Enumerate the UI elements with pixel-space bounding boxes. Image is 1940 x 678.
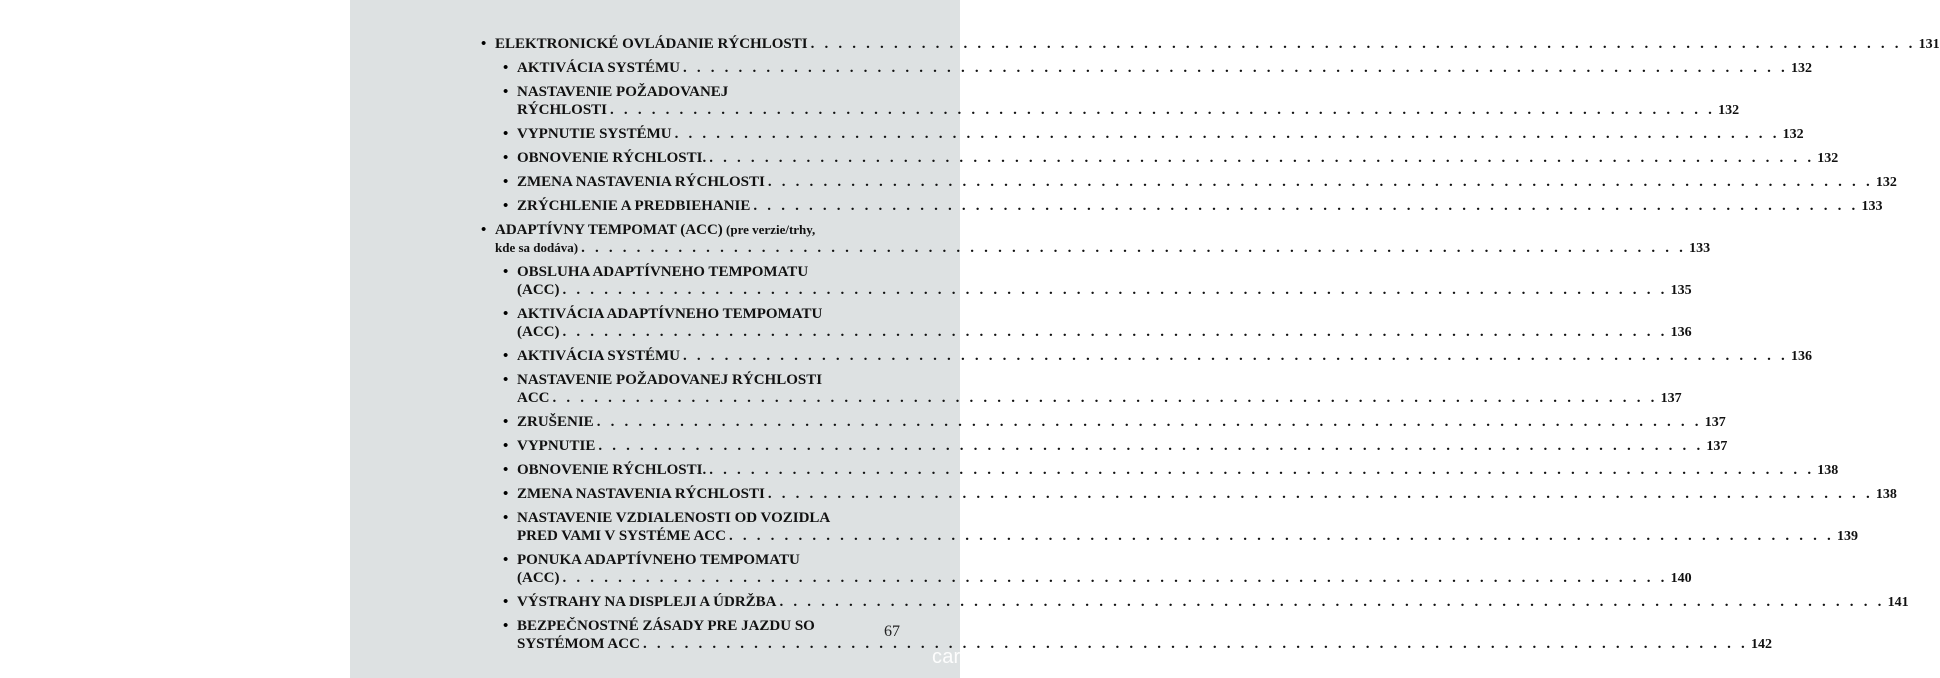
dot-leader: . . . . . . . . . . . . . . . . . . . . . . . . . . . . . . . . . . . . . . . . . . . . . . . . . . . . . . . . . . . . . . . . . . . . . . . . . . . . . . . . — [779, 594, 1885, 610]
watermark: carmanualsonline.info — [932, 646, 1131, 668]
toc-entry-title: VYPNUTIE — [517, 438, 596, 454]
bullet-icon: • — [503, 348, 509, 364]
toc-entry-title: AKTIVÁCIA SYSTÉMU — [517, 60, 680, 76]
toc-page-number: 142 — [1751, 637, 1772, 652]
toc-line — [517, 101, 1740, 120]
dot-leader: . . . . . . . . . . . . . . . . . . . . . . . . . . . . . . . . . . . . . . . . . . . . . . . . . . . . . . . . . . . . . . . . . . . . . . . . . . . . . . . . — [767, 174, 1873, 190]
toc-line — [517, 83, 898, 101]
toc-page-number: 135 — [1670, 283, 1692, 298]
dot-leader: . . . . . . . . . . . . . . . . . . . . . . . . . . . . . . . . . . . . . . . . . . . . . . . . . . . . . . . . . . . . . . . . . . . . . . . . . . . . . . . . — [709, 150, 1815, 166]
toc-page-number: 136 — [1670, 325, 1692, 340]
toc-page-number: 132 — [1718, 103, 1740, 118]
bullet-icon: • — [503, 150, 509, 166]
dot-leader: . . . . . . . . . . . . . . . . . . . . . . . . . . . . . . . . . . . . . . . . . . . . . . . . . . . . . . . . . . . . . . . . . . . . . . . . . . . . . . . . — [753, 198, 1859, 214]
bullet-icon: • — [503, 510, 509, 526]
toc-entry-title: SYSTÉMOM ACC — [517, 636, 640, 652]
toc-entry-title: (ACC) — [517, 324, 560, 340]
blank-left-panel — [0, 0, 350, 678]
toc-page-number: 133 — [1861, 199, 1883, 214]
toc-page-number: 140 — [1670, 571, 1692, 586]
bullet-icon: • — [503, 618, 509, 634]
toc-entry-title: AKTIVÁCIA SYSTÉMU — [517, 348, 680, 364]
toc-entry[interactable] — [480, 59, 1813, 78]
toc-entry-title: ELEKTRONICKÉ OVLÁDANIE RÝCHLOSTI — [495, 36, 808, 52]
toc-entry-title: OBNOVENIE RÝCHLOSTI. — [517, 462, 707, 478]
toc-line — [517, 281, 1692, 300]
dot-leader: . . . . . . . . . . . . . . . . . . . . . . . . . . . . . . . . . . . . . . . . . . . . . . . . . . . . . . . . . . . . . . . . . . . . . . . . . . . . . . . . — [642, 636, 1748, 652]
dot-leader: . . . . . . . . . . . . . . . . . . . . . . . . . . . . . . . . . . . . . . . . . . . . . . . . . . . . . . . . . . . . . . . . . . . . . . . . . . . . . . . . — [596, 414, 1702, 430]
toc-line — [517, 389, 1682, 408]
toc-line — [517, 509, 898, 527]
toc-entry-note: (pre verzie/trhy, — [722, 222, 816, 237]
dot-leader: . . . . . . . . . . . . . . . . . . . . . . . . . . . . . . . . . . . . . . . . . . . . . . . . . . . . . . . . . . . . . . . . . . . . . . . . . . . . . . . . — [674, 126, 1780, 142]
toc-line — [517, 323, 1692, 342]
toc-page-number: 138 — [1875, 487, 1897, 502]
toc-entry-title: VÝSTRAHY NA DISPLEJI A ÚDRŽBA — [517, 594, 777, 610]
bullet-icon: • — [481, 36, 487, 52]
bullet-icon: • — [503, 462, 509, 478]
toc-page-number: 132 — [1791, 61, 1813, 76]
toc-entry-title: ACC — [517, 390, 550, 406]
dot-leader: . . . . . . . . . . . . . . . . . . . . . . . . . . . . . . . . . . . . . . . . . . . . . . . . . . . . . . . . . . . . . . . . . . . . . . . . . . . . . . . . — [682, 348, 1789, 364]
dot-leader: . . . . . . . . . . . . . . . . . . . . . . . . . . . . . . . . . . . . . . . . . . . . . . . . . . . . . . . . . . . . . . . . . . . . . . . . . . . . . . . . — [562, 570, 1668, 586]
dot-leader: . . . . . . . . . . . . . . . . . . . . . . . . . . . . . . . . . . . . . . . . . . . . . . . . . . . . . . . . . . . . . . . . . . . . . . . . . . . . . . . . — [767, 486, 1873, 502]
bullet-icon: • — [481, 222, 487, 238]
toc-line — [495, 35, 1940, 54]
manual-page — [350, 0, 1940, 678]
dot-leader: . . . . . . . . . . . . . . . . . . . . . . . . . . . . . . . . . . . . . . . . . . . . . . . . . . . . . . . . . . . . . . . . . . . . . . . . . . . . . . . . — [581, 240, 1687, 256]
toc-entry[interactable] — [480, 617, 1772, 654]
dot-leader: . . . . . . . . . . . . . . . . . . . . . . . . . . . . . . . . . . . . . . . . . . . . . . . . . . . . . . . . . . . . . . . . . . . . . . . . . . . . . . . . — [598, 438, 1704, 454]
toc-entry-title: OBNOVENIE RÝCHLOSTI. — [517, 150, 707, 166]
bullet-icon: • — [503, 414, 509, 430]
toc-line — [517, 617, 898, 635]
toc-entry-title: ADAPTÍVNY TEMPOMAT (ACC) (pre verzie/trhy, — [495, 222, 816, 238]
toc-page-number: 139 — [1837, 529, 1859, 544]
toc-entry-title: BEZPEČNOSTNÉ ZÁSADY PRE JAZDU SO — [517, 618, 815, 634]
toc-entry-title: RÝCHLOSTI — [517, 102, 608, 118]
toc-line — [517, 59, 1813, 78]
toc-line — [517, 197, 1883, 216]
toc-line — [517, 461, 1839, 480]
toc-entry[interactable] — [480, 593, 1909, 612]
toc-page-number: 137 — [1706, 439, 1728, 454]
toc-entry-title: NASTAVENIE POŽADOVANEJ RÝCHLOSTI — [517, 372, 823, 388]
bullet-icon: • — [503, 438, 509, 454]
dot-leader: . . . . . . . . . . . . . . . . . . . . . . . . . . . . . . . . . . . . . . . . . . . . . . . . . . . . . . . . . . . . . . . . . . . . . . . . . . . . . . . . — [610, 102, 1716, 118]
dot-leader: . . . . . . . . . . . . . . . . . . . . . . . . . . . . . . . . . . . . . . . . . . . . . . . . . . . . . . . . . . . . . . . . . . . . . . . . . . . . . . . . — [709, 462, 1815, 478]
toc-entry[interactable] — [480, 221, 1711, 258]
bullet-icon: • — [503, 486, 509, 502]
toc-entry[interactable] — [480, 125, 1804, 144]
toc-entry[interactable] — [480, 509, 1859, 546]
toc-entry-title: kde sa dodáva) — [495, 240, 579, 255]
toc-entry[interactable] — [480, 263, 1692, 300]
bullet-icon: • — [503, 306, 509, 322]
toc-line — [517, 485, 1897, 504]
toc-entry-title: ZRUŠENIE — [517, 414, 594, 430]
toc-entry-title: ZRÝCHLENIE A PREDBIEHANIE — [517, 198, 751, 214]
toc-line — [495, 221, 898, 239]
bullet-icon: • — [503, 594, 509, 610]
bullet-icon: • — [503, 372, 509, 388]
toc-line — [517, 371, 898, 389]
toc-line — [517, 347, 1813, 366]
bullet-icon: • — [503, 552, 509, 568]
toc-page-number: 141 — [1887, 595, 1909, 610]
toc-entry[interactable] — [480, 83, 1740, 120]
toc-line — [517, 149, 1839, 168]
toc-entry[interactable] — [480, 197, 1883, 216]
toc-line — [517, 527, 1859, 546]
toc-entry[interactable] — [480, 485, 1897, 504]
toc-entry-title: PRED VAMI V SYSTÉME ACC — [517, 528, 726, 544]
toc-entry[interactable] — [480, 437, 1728, 456]
dot-leader: . . . . . . . . . . . . . . . . . . . . . . . . . . . . . . . . . . . . . . . . . . . . . . . . . . . . . . . . . . . . . . . . . . . . . . . . . . . . . . . . — [810, 36, 1916, 52]
toc-line — [517, 593, 1909, 612]
toc-page-number: 137 — [1660, 391, 1682, 406]
toc-entry-title: AKTIVÁCIA ADAPTÍVNEHO TEMPOMATU — [517, 306, 823, 322]
toc-page-number: 132 — [1782, 127, 1804, 142]
toc-entry-title: (ACC) — [517, 570, 560, 586]
toc-page-number: 136 — [1791, 349, 1813, 364]
toc-entry[interactable] — [480, 371, 1682, 408]
page-number: 67 — [884, 623, 900, 640]
toc-entry[interactable] — [480, 461, 1839, 480]
dot-leader: . . . . . . . . . . . . . . . . . . . . . . . . . . . . . . . . . . . . . . . . . . . . . . . . . . . . . . . . . . . . . . . . . . . . . . . . . . . . . . . . — [562, 324, 1668, 340]
toc-entry-title: NASTAVENIE POŽADOVANEJ — [517, 84, 729, 100]
dot-leader: . . . . . . . . . . . . . . . . . . . . . . . . . . . . . . . . . . . . . . . . . . . . . . . . . . . . . . . . . . . . . . . . . . . . . . . . . . . . . . . . — [562, 282, 1668, 298]
bullet-icon: • — [503, 174, 509, 190]
bullet-icon: • — [503, 198, 509, 214]
toc-line — [517, 263, 898, 281]
bullet-icon: • — [503, 126, 509, 142]
toc-entry-title: ZMENA NASTAVENIA RÝCHLOSTI — [517, 486, 765, 502]
toc-entry-title: (ACC) — [517, 282, 560, 298]
toc-page-number: 138 — [1817, 463, 1839, 478]
toc-entry-title: VYPNUTIE SYSTÉMU — [517, 126, 672, 142]
dot-leader: . . . . . . . . . . . . . . . . . . . . . . . . . . . . . . . . . . . . . . . . . . . . . . . . . . . . . . . . . . . . . . . . . . . . . . . . . . . . . . . . — [552, 390, 1658, 406]
toc-page-number: 132 — [1875, 175, 1897, 190]
toc-entry[interactable] — [480, 413, 1726, 432]
toc-entry[interactable] — [480, 551, 1692, 588]
toc-entry[interactable] — [480, 149, 1839, 168]
toc-entry-title: PONUKA ADAPTÍVNEHO TEMPOMATU — [517, 552, 800, 568]
toc-page-number: 133 — [1689, 241, 1711, 256]
toc-page-number: 137 — [1704, 415, 1726, 430]
toc-entry[interactable] — [480, 347, 1813, 366]
toc-line — [517, 173, 1897, 192]
toc-line — [517, 551, 898, 569]
bullet-icon: • — [503, 60, 509, 76]
bullet-icon: • — [503, 84, 509, 100]
toc-line — [517, 569, 1692, 588]
toc-entry[interactable] — [480, 305, 1692, 342]
toc-line — [517, 437, 1728, 456]
toc-page-number: 132 — [1817, 151, 1839, 166]
toc-page-number: 131 — [1918, 37, 1940, 52]
toc-entry[interactable] — [480, 35, 1940, 54]
toc-line — [517, 125, 1804, 144]
toc-entry-title: OBSLUHA ADAPTÍVNEHO TEMPOMATU — [517, 264, 809, 280]
toc-entry-title: NASTAVENIE VZDIALENOSTI OD VOZIDLA — [517, 510, 831, 526]
bullet-icon: • — [503, 264, 509, 280]
toc-entry-title: ZMENA NASTAVENIA RÝCHLOSTI — [517, 174, 765, 190]
toc-line — [517, 635, 1772, 654]
toc-line — [517, 413, 1726, 432]
toc-line — [517, 305, 898, 323]
toc-entry[interactable] — [480, 173, 1897, 192]
toc-line — [495, 239, 1711, 258]
dot-leader: . . . . . . . . . . . . . . . . . . . . . . . . . . . . . . . . . . . . . . . . . . . . . . . . . . . . . . . . . . . . . . . . . . . . . . . . . . . . . . . . — [682, 60, 1789, 76]
dot-leader: . . . . . . . . . . . . . . . . . . . . . . . . . . . . . . . . . . . . . . . . . . . . . . . . . . . . . . . . . . . . . . . . . . . . . . . . . . . . . . . . — [728, 528, 1835, 544]
